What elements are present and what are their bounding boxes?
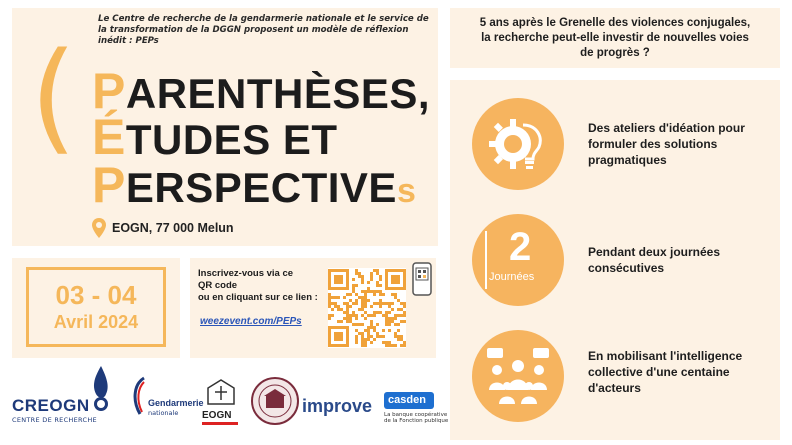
- location-text: EOGN, 77 000 Melun: [112, 221, 234, 235]
- title-word-parentheses: ARENTHÈSES,: [125, 70, 431, 117]
- event-days: 03 - 04: [55, 280, 137, 310]
- casden-subtitle-1: La banque coopérative: [384, 412, 448, 418]
- question-line-1: 5 ans après le Grenelle des violences conjugales,: [479, 16, 751, 29]
- registration-panel: [190, 258, 436, 358]
- registration-line-3: ou en cliquant sur ce lien :: [198, 292, 318, 303]
- registration-line-1: Inscrivez-vous via ce: [198, 268, 294, 279]
- creogn-name: CREOGN: [12, 396, 90, 415]
- group-people-icon: [483, 346, 553, 406]
- two-days-icon: [483, 225, 553, 295]
- date-box: [26, 267, 166, 347]
- title-suffix-s: s: [396, 172, 417, 210]
- eogn-underline: [202, 422, 238, 425]
- question-text: [480, 16, 750, 61]
- creogn-logo: [12, 370, 96, 432]
- title-line-2: [92, 109, 338, 165]
- feature-circle-days: [472, 214, 564, 306]
- eogn-name: EOGN: [202, 410, 232, 421]
- days-number: 2: [509, 225, 532, 269]
- days-divider: [485, 231, 487, 289]
- title-initial-p: P: [92, 63, 126, 119]
- partner-logos: [12, 362, 449, 440]
- creogn-subtitle: CENTRE DE RECHERCHE: [12, 416, 97, 424]
- feature-text-days: Pendant deux journées consécutives: [588, 245, 721, 275]
- title-line-3: [92, 157, 417, 214]
- intro-text: Le Centre de recherche de la gendarmerie nationale et le service de la transformation de la DGGN proposent un modèle de réflexion inédit : PEPs: [98, 14, 429, 46]
- title-line-1: [92, 63, 431, 119]
- open-parenthesis: (: [30, 28, 77, 167]
- registration-line-2: QR code: [198, 280, 238, 291]
- gendarmerie-logo: [130, 376, 206, 428]
- title-panel: [12, 8, 438, 246]
- gendarmerie-subtitle: nationale: [148, 409, 179, 417]
- feature-text-ideation: Des ateliers d'idéation pour formuler des solutions pragmatiques: [588, 121, 745, 167]
- days-word: Journées: [489, 271, 535, 283]
- eogn-emblem-icon: [204, 378, 238, 408]
- registration-text: [198, 268, 338, 304]
- question-panel: [450, 8, 780, 68]
- registration-link[interactable]: weezevent.com/PEPs: [200, 316, 302, 327]
- feature-circle-ideation: [472, 98, 564, 190]
- gear-bulb-icon: [483, 109, 553, 179]
- gendarmerie-emblem-icon: [130, 376, 148, 416]
- eogn-logo: [202, 378, 242, 430]
- seal-icon: [250, 376, 300, 426]
- location: [92, 218, 234, 238]
- date-panel: [12, 258, 180, 358]
- question-line-2: la recherche peut-elle investir de nouvelles voies: [481, 31, 749, 44]
- casden-subtitle-2: de la Fonction publique: [384, 418, 449, 424]
- feature-text-collective: En mobilisant l'intelligence collective d'une centaine d'acteurs: [588, 349, 743, 395]
- improve-logo: improve: [302, 396, 373, 416]
- map-pin-icon: [92, 218, 106, 238]
- gendarmerie-name: Gendarmerie: [148, 398, 204, 408]
- casden-name: casden: [384, 392, 434, 409]
- flame-icon: [86, 364, 116, 412]
- title-initial-e: É: [92, 109, 126, 165]
- casden-logo: [384, 392, 449, 436]
- question-line-3: de progrès ?: [580, 46, 650, 59]
- title-word-perspectives: ERSPECTIVE: [125, 164, 397, 211]
- feature-circle-collective: [472, 330, 564, 422]
- event-month: Avril 2024: [53, 312, 139, 332]
- title-word-etudes: TUDES ET: [125, 116, 338, 163]
- qr-code-icon: [328, 268, 406, 348]
- title-initial-p2: P: [92, 157, 126, 213]
- qr-code[interactable]: [328, 268, 406, 348]
- seal-logo: [250, 376, 300, 426]
- features-panel: [450, 80, 780, 440]
- phone-scan-icon: [412, 262, 432, 296]
